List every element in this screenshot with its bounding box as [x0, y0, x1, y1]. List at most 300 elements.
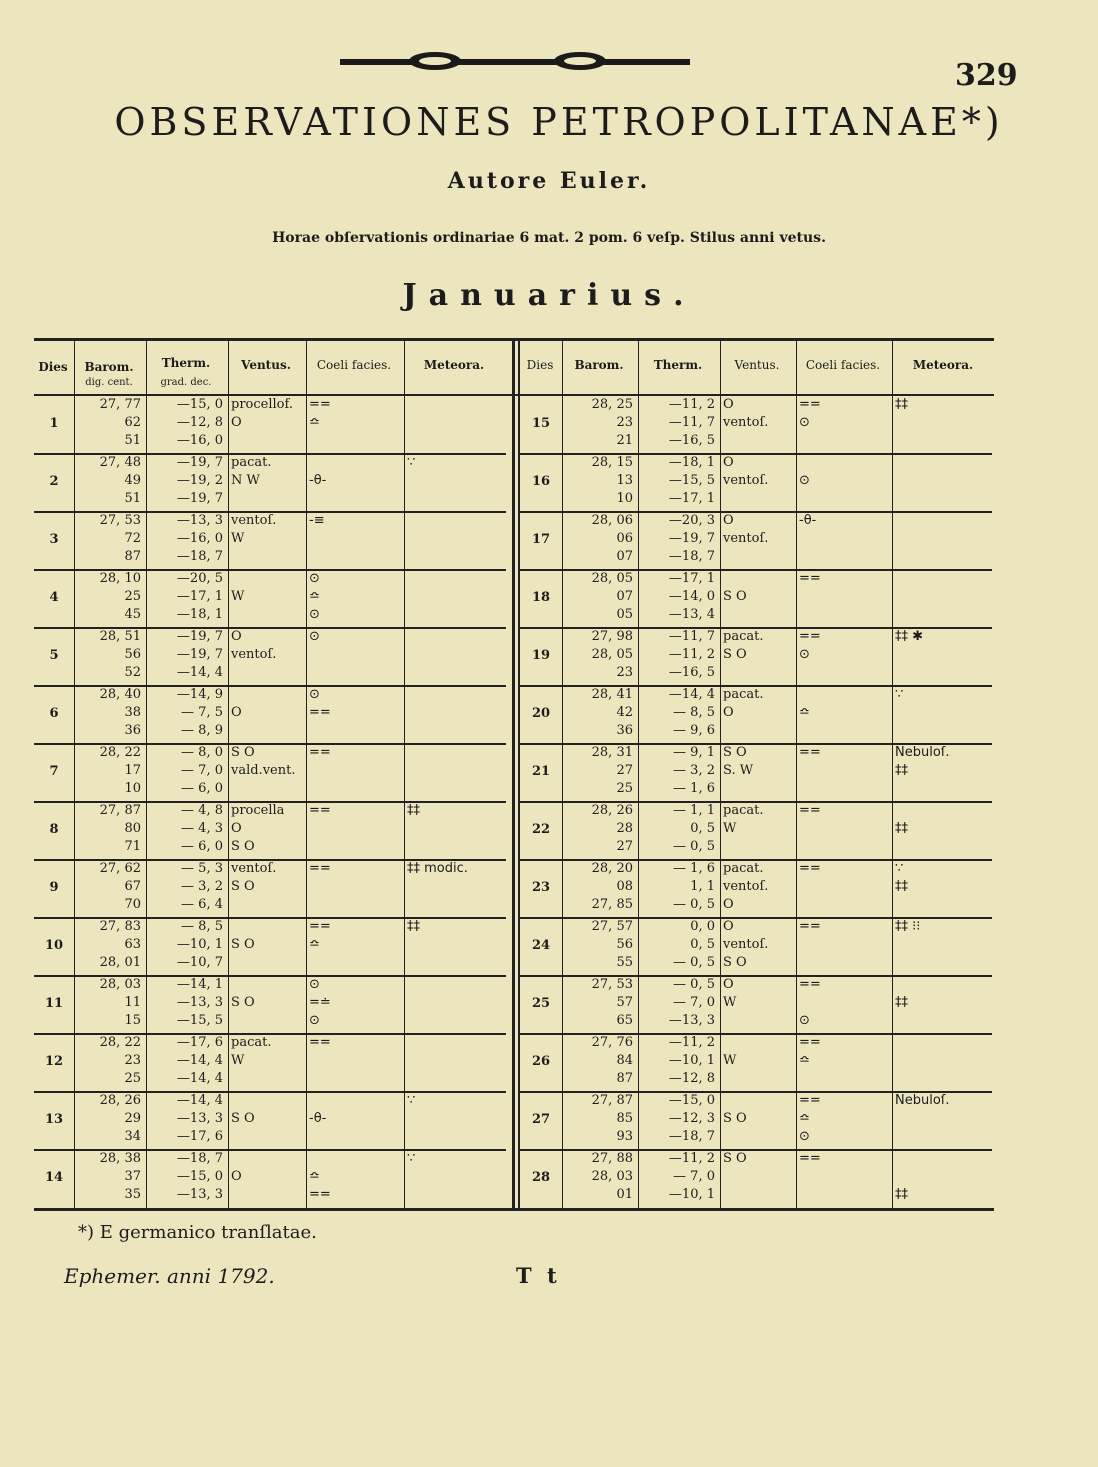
coeli-value: [799, 820, 887, 838]
ventus-value: W: [723, 821, 737, 836]
meteora-value: [895, 704, 989, 722]
barom-value: 23: [124, 1053, 141, 1068]
coeli-cell: [799, 802, 887, 858]
therm-value: — 0, 5: [673, 839, 715, 854]
meteora-cell: [895, 512, 989, 568]
coeli-value: ⊙: [799, 473, 810, 488]
barom-value: 10: [124, 781, 141, 796]
barom-value: 28, 05: [591, 571, 633, 586]
therm-value: —19, 7: [176, 647, 223, 662]
therm-cell: [149, 1034, 223, 1090]
barom-cell: [565, 570, 633, 626]
therm-value: —19, 7: [176, 455, 223, 470]
therm-value: —17, 1: [176, 589, 223, 604]
barom-value: 45: [124, 607, 141, 622]
meteora-value: [895, 646, 989, 664]
meteora-value: ∵: [895, 687, 904, 702]
therm-value: — 8, 5: [181, 919, 223, 934]
barom-value: 28, 20: [591, 861, 633, 876]
barom-cell: [565, 628, 633, 684]
header-meteora-right: Meteora.: [912, 358, 974, 372]
coeli-value: [799, 954, 887, 972]
barom-value: 42: [616, 705, 633, 720]
therm-value: —17, 1: [668, 491, 715, 506]
barom-value: 28, 10: [99, 571, 141, 586]
ventus-value: [723, 664, 791, 682]
meteora-value: [895, 802, 989, 820]
coeli-value: ⊙: [309, 629, 320, 644]
meteora-value: [407, 976, 501, 994]
day-number: 17: [531, 532, 551, 547]
coeli-value: [309, 878, 399, 896]
ventus-cell: [231, 628, 301, 684]
table-center-divider: [512, 338, 515, 1208]
ventus-value: [723, 1034, 791, 1052]
barom-cell: [77, 918, 141, 974]
ornament-rule: [340, 50, 690, 72]
coeli-value: ==: [309, 745, 331, 760]
barom-value: 35: [124, 1187, 141, 1202]
meteora-cell: [895, 396, 989, 452]
day-number: 16: [531, 474, 551, 489]
table-row: [520, 1150, 994, 1208]
therm-value: — 7, 0: [673, 995, 715, 1010]
therm-value: —11, 2: [668, 397, 715, 412]
barom-value: 28, 26: [99, 1093, 141, 1108]
meteora-value: [407, 1034, 501, 1052]
coeli-value: [309, 646, 399, 664]
therm-value: — 0, 5: [673, 977, 715, 992]
ventus-value: [231, 1070, 301, 1088]
meteora-value: [407, 762, 501, 780]
meteora-cell: [895, 1034, 989, 1090]
right-row-rule: [520, 511, 992, 513]
coeli-value: [799, 878, 887, 896]
ventus-value: ventoſ.: [723, 531, 769, 546]
barom-value: 55: [616, 955, 633, 970]
right-row-rule: [520, 627, 992, 629]
barom-value: 51: [124, 433, 141, 448]
coeli-value: ==: [799, 571, 821, 586]
barom-value: 57: [616, 995, 633, 1010]
barom-value: 10: [616, 491, 633, 506]
meteora-value: ‡‡ ✱: [895, 629, 924, 644]
ventus-value: [723, 432, 791, 450]
therm-value: —17, 1: [668, 571, 715, 586]
meteora-value: ∵: [407, 1093, 416, 1108]
barom-value: 27, 98: [591, 629, 633, 644]
day-number: 8: [49, 822, 59, 837]
therm-value: —12, 8: [668, 1071, 715, 1086]
ventus-value: procella: [231, 803, 285, 818]
header-ventus-right: Ventus.: [734, 358, 780, 372]
therm-value: —10, 7: [176, 955, 223, 970]
right-col-rule: [638, 338, 639, 1208]
table-row: [520, 744, 994, 802]
barom-cell: [77, 396, 141, 452]
barom-value: 23: [616, 415, 633, 430]
coeli-cell: [309, 1092, 399, 1148]
coeli-value: [799, 722, 887, 740]
barom-value: 56: [124, 647, 141, 662]
barom-cell: [565, 1092, 633, 1148]
table-bottom-rule: [34, 1208, 994, 1211]
therm-value: —13, 3: [668, 1013, 715, 1028]
barom-cell: [565, 454, 633, 510]
meteora-cell: [407, 1034, 501, 1090]
ventus-value: [723, 1092, 791, 1110]
coeli-value: [309, 664, 399, 682]
right-row-rule: [520, 453, 992, 455]
meteora-value: [895, 936, 989, 954]
right-row-rule: [520, 743, 992, 745]
therm-cell: [641, 686, 715, 742]
coeli-value: ==: [309, 705, 331, 720]
coeli-value: ≏: [309, 937, 320, 952]
therm-cell: [149, 454, 223, 510]
meteora-value: [407, 472, 501, 490]
ventus-value: [723, 570, 791, 588]
footer-ephemeris: Ephemer. anni 1792.: [64, 1264, 275, 1288]
right-row-rule: [520, 917, 992, 919]
coeli-cell: [309, 976, 399, 1032]
meteora-cell: [895, 686, 989, 742]
header-barom-unit: dig. cent.: [85, 377, 133, 388]
day-number: 13: [44, 1112, 64, 1127]
ventus-value: ventoſ.: [231, 513, 277, 528]
meteora-cell: [407, 570, 501, 626]
barom-value: 28, 06: [591, 513, 633, 528]
therm-cell: [641, 976, 715, 1032]
coeli-cell: [799, 512, 887, 568]
barom-value: 27, 88: [591, 1151, 633, 1166]
table-row: [34, 1150, 508, 1208]
barom-value: 28: [616, 821, 633, 836]
coeli-value: ≏: [309, 1169, 320, 1184]
coeli-value: [799, 432, 887, 450]
table-row: [34, 918, 508, 976]
ventus-value: [231, 780, 301, 798]
therm-value: — 4, 3: [181, 821, 223, 836]
ventus-value: [231, 1150, 301, 1168]
ventus-value: S O: [723, 955, 747, 970]
coeli-value: [309, 490, 399, 508]
ventus-cell: [723, 686, 791, 742]
therm-cell: [149, 1150, 223, 1206]
therm-value: —14, 4: [176, 1071, 223, 1086]
meteora-value: [895, 414, 989, 432]
meteora-value: [895, 780, 989, 798]
ventus-cell: [231, 802, 301, 858]
therm-value: — 7, 0: [673, 1169, 715, 1184]
ventus-value: [231, 490, 301, 508]
coeli-value: ⊙: [799, 1129, 810, 1144]
barom-value: 15: [124, 1013, 141, 1028]
coeli-cell: [799, 918, 887, 974]
barom-value: 25: [616, 781, 633, 796]
barom-value: 72: [124, 531, 141, 546]
meteora-value: ‡‡: [895, 995, 908, 1010]
day-number: 24: [531, 938, 551, 953]
meteora-value: [407, 994, 501, 1012]
barom-cell: [565, 744, 633, 800]
day-number: 18: [531, 590, 551, 605]
meteora-value: ∵: [407, 455, 416, 470]
coeli-cell: [799, 1092, 887, 1148]
barom-value: 27, 87: [591, 1093, 633, 1108]
right-row-rule: [520, 975, 992, 977]
coeli-value: ==: [309, 861, 331, 876]
barom-cell: [565, 976, 633, 1032]
ventus-value: O: [723, 897, 734, 912]
ventus-value: [723, 1186, 791, 1204]
barom-value: 67: [124, 879, 141, 894]
coeli-cell: [309, 454, 399, 510]
table-row: [34, 628, 508, 686]
ventus-cell: [231, 1034, 301, 1090]
header-meteora: Meteora.: [423, 358, 485, 372]
meteora-value: ∵: [407, 1151, 416, 1166]
barom-value: 27, 53: [99, 513, 141, 528]
meteora-value: [895, 722, 989, 740]
coeli-value: [799, 994, 887, 1012]
ventus-value: [231, 1186, 301, 1204]
ventus-value: [231, 606, 301, 624]
coeli-value: ==: [309, 919, 331, 934]
table-row: [34, 976, 508, 1034]
ventus-value: [231, 432, 301, 450]
barom-value: 56: [616, 937, 633, 952]
right-row-rule: [520, 859, 992, 861]
meteora-value: [895, 490, 989, 508]
coeli-cell: [309, 1034, 399, 1090]
therm-value: —15, 5: [668, 473, 715, 488]
ventus-cell: [231, 1150, 301, 1206]
coeli-value: [309, 722, 399, 740]
barom-value: 62: [124, 415, 141, 430]
author-line: Autore Euler.: [447, 168, 651, 194]
therm-value: — 6, 0: [181, 781, 223, 796]
meteora-value: [407, 1012, 501, 1030]
ventus-value: [723, 548, 791, 566]
meteora-value: ‡‡ ⁝⁝: [895, 919, 921, 934]
coeli-value: [309, 896, 399, 914]
day-number: 26: [531, 1054, 551, 1069]
therm-cell: [641, 1150, 715, 1206]
left-row-rule: [34, 1033, 506, 1035]
coeli-cell: [799, 1150, 887, 1206]
coeli-value: ==: [799, 745, 821, 760]
ventus-value: pacat.: [723, 803, 764, 818]
therm-value: —13, 3: [176, 1111, 223, 1126]
barom-value: 34: [124, 1129, 141, 1144]
barom-value: 27, 77: [99, 397, 141, 412]
coeli-cell: [799, 860, 887, 916]
therm-cell: [641, 918, 715, 974]
ventus-value: vald.vent.: [231, 763, 296, 778]
therm-cell: [149, 396, 223, 452]
therm-cell: [149, 976, 223, 1032]
meteora-value: [407, 548, 501, 566]
ventus-value: ventoſ.: [723, 879, 769, 894]
ventus-value: N W: [231, 473, 260, 488]
table-row: [520, 976, 994, 1034]
ventus-cell: [231, 454, 301, 510]
therm-value: 0, 0: [690, 919, 715, 934]
meteora-value: [895, 606, 989, 624]
right-row-rule: [520, 685, 992, 687]
barom-value: 13: [616, 473, 633, 488]
meteora-value: ∵: [895, 861, 904, 876]
barom-value: 87: [124, 549, 141, 564]
therm-value: —14, 4: [176, 1053, 223, 1068]
therm-value: —16, 0: [176, 531, 223, 546]
barom-value: 23: [616, 665, 633, 680]
therm-cell: [149, 1092, 223, 1148]
barom-value: 17: [124, 763, 141, 778]
barom-cell: [77, 860, 141, 916]
ventus-value: S O: [231, 1111, 255, 1126]
therm-value: — 4, 8: [181, 803, 223, 818]
coeli-value: -≡: [309, 513, 325, 528]
therm-value: — 5, 3: [181, 861, 223, 876]
meteora-value: [895, 976, 989, 994]
day-number: 15: [531, 416, 551, 431]
table-row: [520, 396, 994, 454]
coeli-value: ≏: [799, 1111, 810, 1126]
table-row: [520, 1092, 994, 1150]
barom-cell: [565, 396, 633, 452]
barom-value: 27, 85: [591, 897, 633, 912]
therm-value: — 0, 5: [673, 897, 715, 912]
ventus-value: S O: [723, 1151, 747, 1166]
ventus-value: [231, 896, 301, 914]
therm-value: —18, 1: [176, 607, 223, 622]
right-col-rule: [562, 338, 563, 1208]
therm-cell: [149, 744, 223, 800]
coeli-value: [309, 432, 399, 450]
therm-value: — 8, 5: [673, 705, 715, 720]
coeli-value: [799, 780, 887, 798]
header-dies-right: Dies: [526, 358, 554, 372]
coeli-value: [799, 1168, 887, 1186]
barom-value: 28, 22: [99, 745, 141, 760]
coeli-cell: [309, 918, 399, 974]
ventus-value: S O: [723, 647, 747, 662]
meteora-value: [895, 896, 989, 914]
left-row-rule: [34, 627, 506, 629]
ventus-value: pacat.: [723, 629, 764, 644]
coeli-value: [799, 1070, 887, 1088]
header-therm: Therm.: [161, 356, 211, 370]
coeli-value: ==: [799, 397, 821, 412]
barom-cell: [565, 802, 633, 858]
coeli-value: ==: [799, 977, 821, 992]
day-number: 27: [531, 1112, 551, 1127]
barom-value: 65: [616, 1013, 633, 1028]
day-number: 9: [49, 880, 59, 895]
barom-value: 80: [124, 821, 141, 836]
therm-value: —18, 7: [176, 1151, 223, 1166]
therm-value: —15, 5: [176, 1013, 223, 1028]
barom-value: 28, 22: [99, 1035, 141, 1050]
barom-cell: [565, 512, 633, 568]
therm-cell: [641, 570, 715, 626]
coeli-value: [799, 548, 887, 566]
barom-value: 01: [616, 1187, 633, 1202]
coeli-value: [799, 896, 887, 914]
meteora-value: [407, 686, 501, 704]
meteora-cell: [895, 1150, 989, 1206]
meteora-value: [407, 570, 501, 588]
ventus-value: O: [723, 513, 734, 528]
therm-value: — 7, 5: [181, 705, 223, 720]
left-col-rule: [404, 338, 405, 1208]
meteora-cell: [895, 860, 989, 916]
ventus-value: [231, 1012, 301, 1030]
therm-cell: [149, 628, 223, 684]
therm-value: —11, 7: [668, 629, 715, 644]
coeli-cell: [309, 802, 399, 858]
therm-value: —13, 4: [668, 607, 715, 622]
therm-value: —18, 7: [176, 549, 223, 564]
meteora-value: [407, 414, 501, 432]
barom-cell: [565, 860, 633, 916]
ventus-value: S O: [231, 879, 255, 894]
footnote: *) E germanico tranſlatae.: [78, 1222, 317, 1243]
meteora-cell: [895, 976, 989, 1032]
coeli-cell: [799, 976, 887, 1032]
day-number: 28: [531, 1170, 551, 1185]
therm-value: —12, 3: [668, 1111, 715, 1126]
meteora-value: [895, 454, 989, 472]
meteora-value: [895, 1168, 989, 1186]
ventus-value: pacat.: [723, 861, 764, 876]
ventus-cell: [231, 1092, 301, 1148]
therm-cell: [149, 860, 223, 916]
coeli-cell: [309, 860, 399, 916]
barom-value: 28, 40: [99, 687, 141, 702]
barom-value: 08: [616, 879, 633, 894]
coeli-value: ==: [799, 1151, 821, 1166]
coeli-value: [309, 762, 399, 780]
ventus-cell: [231, 860, 301, 916]
day-number: 2: [49, 474, 59, 489]
barom-value: 36: [616, 723, 633, 738]
therm-value: —18, 7: [668, 549, 715, 564]
therm-value: — 6, 4: [181, 897, 223, 912]
coeli-value: [309, 1128, 399, 1146]
meteora-value: [407, 588, 501, 606]
meteora-cell: [407, 512, 501, 568]
ventus-value: O: [231, 415, 242, 430]
meteora-value: [895, 548, 989, 566]
meteora-value: ‡‡: [895, 397, 908, 412]
meteora-value: [895, 664, 989, 682]
header-therm-unit: grad. dec.: [160, 377, 212, 388]
meteora-value: ‡‡ modic.: [407, 861, 468, 876]
coeli-value: [309, 1150, 399, 1168]
table-row: [34, 744, 508, 802]
therm-cell: [641, 628, 715, 684]
meteora-cell: [407, 860, 501, 916]
barom-cell: [565, 686, 633, 742]
ventus-value: [231, 954, 301, 972]
ventus-cell: [723, 512, 791, 568]
therm-value: —11, 7: [668, 415, 715, 430]
coeli-cell: [799, 396, 887, 452]
coeli-value: ⊙: [799, 647, 810, 662]
